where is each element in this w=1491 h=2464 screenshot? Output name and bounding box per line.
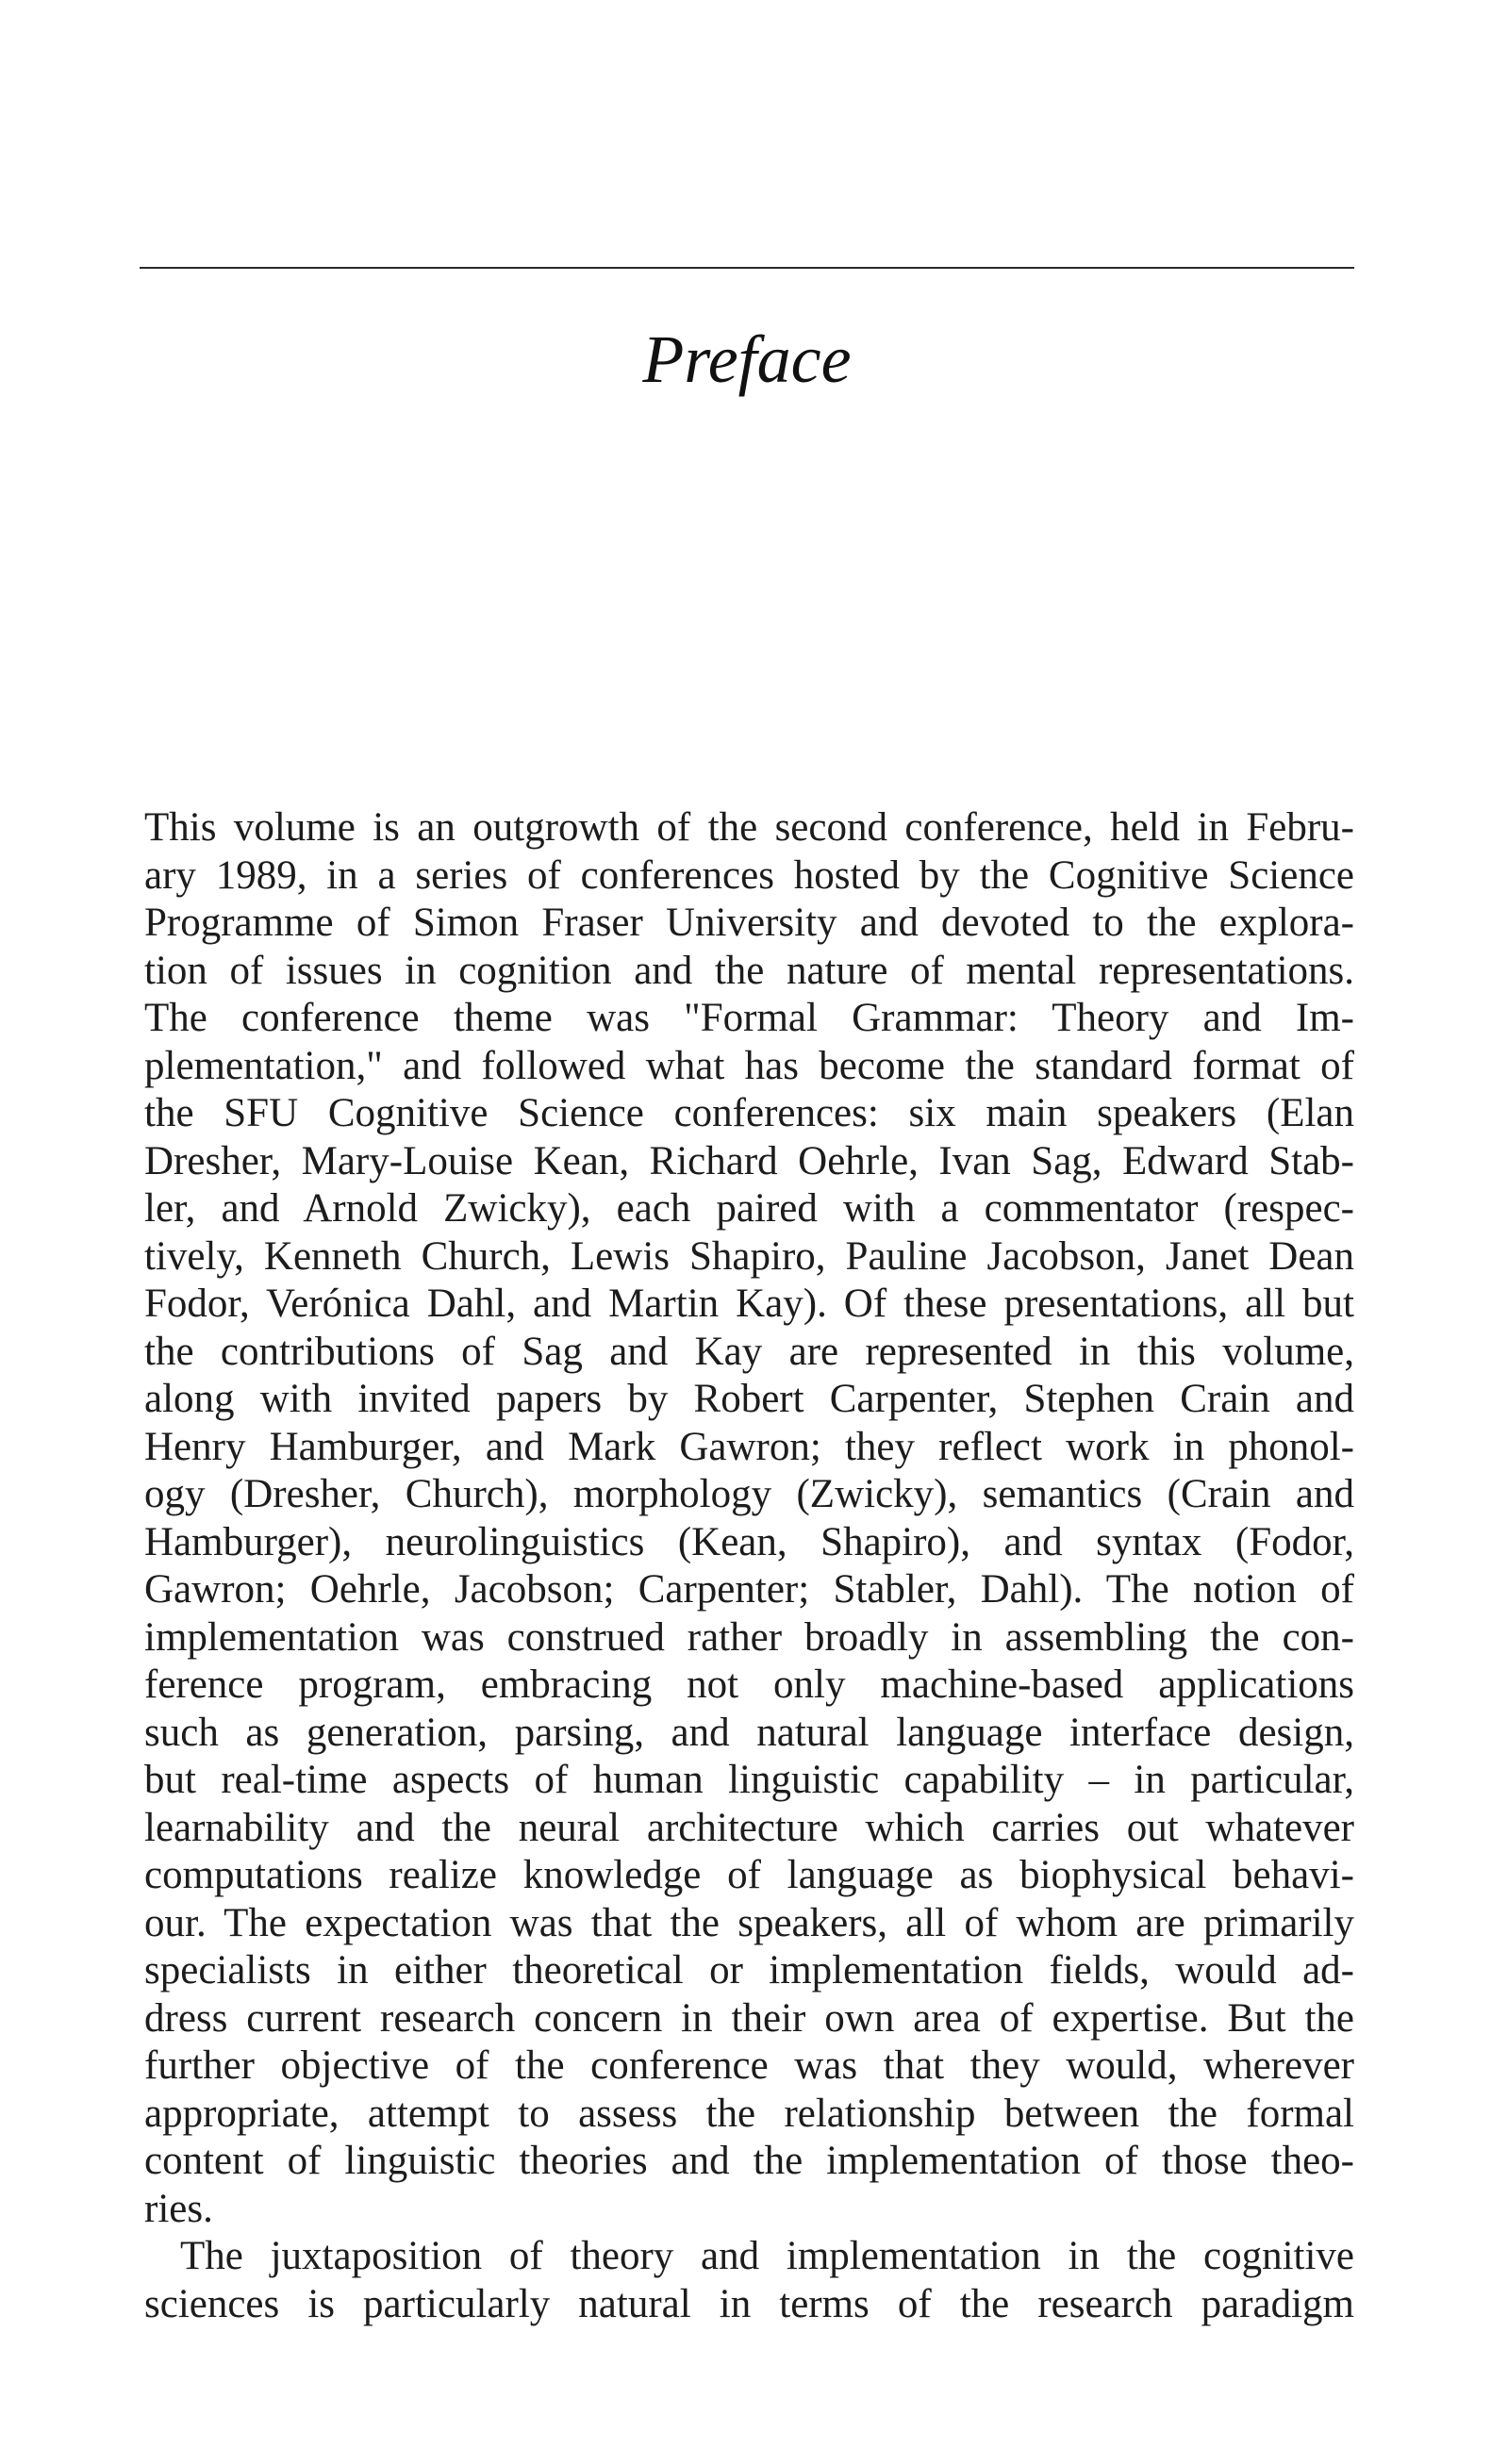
- text-line: the contributions of Sag and Kay are represented in this volume,: [144, 1329, 1354, 1374]
- text-line: our. The expectation was that the speakers, all of whom are primarily: [144, 1900, 1354, 1945]
- text-line: along with invited papers by Robert Carpenter, Stephen Crain and: [144, 1377, 1354, 1421]
- text-line: dress current research concern in their own area of expertise. But the: [144, 1995, 1354, 2041]
- text-line: Dresher, Mary-Louise Kean, Richard Oehrle, Ivan Sag, Edward Stab-: [144, 1138, 1354, 1183]
- text-line: such as generation, parsing, and natural language interface design,: [144, 1710, 1354, 1755]
- text-line: specialists in either theoretical or implementation fields, would ad-: [144, 1948, 1354, 1993]
- text-line: computations realize knowledge of language as biophysical behavi-: [144, 1853, 1354, 1897]
- text-line: further objective of the conference was that they would, wherever: [144, 2043, 1354, 2088]
- text-line: tively, Kenneth Church, Lewis Shapiro, Pauline Jacobson, Janet Dean: [144, 1233, 1354, 1279]
- text-line: appropriate, attempt to assess the relationship between the formal: [144, 2091, 1354, 2136]
- preface-body: [144, 804, 1354, 2328]
- header-rule: [140, 267, 1354, 269]
- text-line: ary 1989, in a series of conferences hosted by the Cognitive Science: [144, 852, 1354, 898]
- text-line: The juxtaposition of theory and implementation in the cognitive: [180, 2234, 1354, 2278]
- text-line: implementation was construed rather broadly in assembling the con-: [144, 1614, 1354, 1660]
- text-line: Fodor, Verónica Dahl, and Martin Kay). Of these presentations, all but: [144, 1282, 1354, 1326]
- text-line: but real-time aspects of human linguistic capability – in particular,: [144, 1758, 1354, 1802]
- text-line: Programme of Simon Fraser University and devoted to the explora-: [144, 901, 1354, 945]
- text-line: Hamburger), neurolinguistics (Kean, Shapiro), and syntax (Fodor,: [144, 1519, 1354, 1564]
- text-line: ries.: [144, 2186, 213, 2231]
- text-line: Henry Hamburger, and Mark Gawron; they reflect work in phonol-: [144, 1424, 1354, 1469]
- text-line: ference program, embracing not only machine-based applications: [144, 1662, 1354, 1707]
- text-line: The conference theme was "Formal Grammar: Theory and Im-: [144, 996, 1354, 1040]
- text-line: the SFU Cognitive Science conferences: six main speakers (Elan: [144, 1091, 1354, 1135]
- text-line: Gawron; Oehrle, Jacobson; Carpenter; Stabler, Dahl). The notion of: [144, 1567, 1354, 1612]
- text-line: sciences is particularly natural in terms of the research paradigm: [144, 2281, 1354, 2326]
- text-line: ler, and Arnold Zwicky), each paired with a commentator (respec-: [144, 1186, 1354, 1231]
- text-line: content of linguistic theories and the implementation of those theo-: [144, 2139, 1354, 2183]
- text-line: tion of issues in cognition and the nature of mental representations.: [144, 948, 1354, 993]
- text-line: plementation," and followed what has become the standard format of: [144, 1043, 1354, 1088]
- paragraph-2: [144, 2233, 1354, 2328]
- text-line: learnability and the neural architecture which carries out whatever: [144, 1805, 1354, 1850]
- text-line: ogy (Dresher, Church), morphology (Zwicky), semantics (Crain and: [144, 1472, 1354, 1516]
- text-line: This volume is an outgrowth of the second conference, held in Febru-: [144, 805, 1354, 850]
- paragraph-1: [144, 804, 1354, 2233]
- page-title: Preface: [642, 322, 852, 397]
